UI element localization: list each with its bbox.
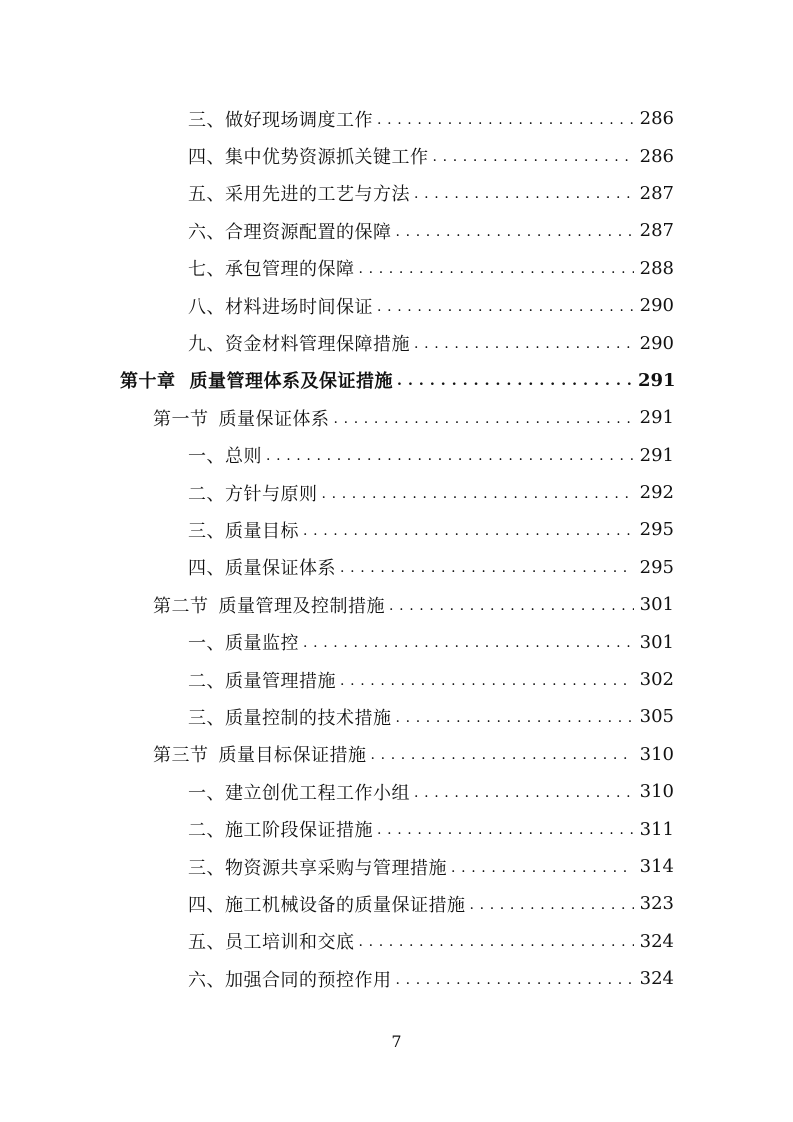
toc-entry-label: 三、做好现场调度工作: [188, 109, 373, 131]
dot-leader: [303, 634, 634, 652]
dot-leader: [470, 896, 635, 914]
toc-entry-label: 六、加强合同的预控作用: [188, 969, 392, 991]
dot-leader: [397, 372, 634, 390]
toc-entry-page: 310: [639, 743, 674, 765]
toc-entry-label: 一、质量监控: [188, 633, 299, 655]
dot-leader: [396, 971, 635, 989]
toc-entry-label: 三、物资源共享采购与管理措施: [188, 857, 447, 879]
dot-leader: [334, 410, 635, 428]
toc-section-entry[interactable]: [0, 586, 793, 623]
dot-leader: [340, 559, 634, 577]
toc-entry-label: 四、质量保证体系: [188, 558, 336, 580]
toc-entry[interactable]: [0, 100, 793, 137]
toc-entry-page: 291: [638, 369, 676, 391]
toc-entry[interactable]: [0, 623, 793, 660]
toc-entry-page: 290: [639, 332, 674, 354]
toc-entry-label: 二、方针与原则: [188, 483, 318, 505]
dot-leader: [377, 298, 634, 316]
toc-entry-page: 301: [639, 631, 674, 653]
toc-entry[interactable]: [0, 324, 793, 361]
dot-leader: [340, 672, 634, 690]
dot-leader: [433, 148, 635, 166]
toc-entry-label: 四、施工机械设备的质量保证措施: [188, 894, 466, 916]
toc-entry[interactable]: [0, 773, 793, 810]
dot-leader: [322, 485, 635, 503]
toc-entry[interactable]: [0, 549, 793, 586]
toc-entry[interactable]: [0, 885, 793, 922]
toc-section-title: 质量目标保证措施: [218, 745, 367, 767]
toc-entry-page: 287: [639, 182, 674, 204]
toc-section-title: 质量保证体系: [218, 408, 330, 430]
dot-leader: [414, 784, 634, 802]
toc-entry-page: 295: [639, 519, 674, 541]
toc-entry[interactable]: [0, 960, 793, 997]
toc-entry-page: 314: [639, 856, 674, 877]
toc-entry[interactable]: [0, 810, 793, 847]
toc-chapter-title: 质量管理体系及保证措施: [189, 371, 393, 393]
toc-entry-label: 三、质量目标: [188, 520, 299, 542]
toc-section-number: 第三节: [153, 745, 209, 767]
toc-entry-label: 三、质量控制的技术措施: [188, 707, 392, 729]
toc-entry-page: 324: [639, 930, 674, 952]
dot-leader: [377, 821, 634, 839]
toc-chapter-entry[interactable]: [0, 362, 793, 399]
toc-entry-page: 310: [639, 781, 674, 803]
toc-entry-page: 311: [639, 818, 674, 840]
dot-leader: [389, 597, 634, 615]
dot-leader: [451, 859, 634, 877]
toc-entry-label: 七、承包管理的保障: [188, 259, 355, 281]
dot-leader: [359, 933, 635, 951]
dot-leader: [266, 447, 634, 465]
dot-leader: [396, 223, 635, 241]
toc-entry[interactable]: [0, 661, 793, 698]
toc-entry-label: 五、采用先进的工艺与方法: [188, 184, 410, 206]
toc-entry[interactable]: [0, 212, 793, 249]
toc-entry-label: 八、材料进场时间保证: [188, 296, 373, 318]
toc-entry[interactable]: [0, 175, 793, 212]
toc-entry[interactable]: [0, 923, 793, 960]
toc-entry-label: 二、质量管理措施: [188, 670, 336, 692]
toc-entry[interactable]: [0, 698, 793, 735]
dot-leader: [414, 335, 634, 353]
toc-entry[interactable]: [0, 474, 793, 511]
toc-entry-page: 291: [639, 407, 674, 429]
toc-entry-page: 287: [639, 220, 674, 242]
toc-section-number: 第一节: [153, 408, 209, 430]
dot-leader: [371, 746, 635, 764]
toc-entry-label: 一、建立创优工程工作小组: [188, 782, 410, 804]
toc-entry[interactable]: [0, 287, 793, 324]
table-of-contents: [0, 100, 793, 997]
toc-entry-page: 290: [639, 295, 674, 317]
toc-entry-page: 291: [639, 444, 674, 466]
toc-section-title: 质量管理及控制措施: [218, 595, 385, 617]
page-number: 7: [391, 1032, 402, 1051]
dot-leader: [303, 522, 634, 540]
dot-leader: [396, 709, 635, 727]
dot-leader: [377, 111, 634, 129]
dot-leader: [359, 260, 635, 278]
toc-entry-page: 324: [639, 968, 674, 990]
toc-entry-page: 301: [639, 594, 674, 616]
dot-leader: [414, 185, 634, 203]
toc-entry-page: 302: [639, 669, 674, 691]
toc-entry[interactable]: [0, 511, 793, 548]
toc-entry-page: 288: [639, 257, 674, 279]
toc-entry[interactable]: [0, 250, 793, 287]
toc-entry-label: 五、员工培训和交底: [188, 932, 355, 954]
toc-section-entry[interactable]: [0, 399, 793, 436]
toc-entry[interactable]: [0, 137, 793, 174]
toc-entry-page: 286: [639, 145, 674, 167]
toc-entry-label: 九、资金材料管理保障措施: [188, 334, 410, 356]
toc-entry-page: 305: [639, 706, 674, 728]
toc-entry-page: 295: [639, 556, 674, 578]
toc-section-number: 第二节: [153, 595, 209, 617]
toc-section-entry[interactable]: [0, 736, 793, 773]
toc-entry-page: 292: [639, 482, 674, 504]
toc-entry-label: 一、总则: [188, 446, 262, 468]
toc-entry-label: 二、施工阶段保证措施: [188, 820, 373, 842]
toc-chapter-number: 第十章: [120, 371, 176, 393]
toc-entry[interactable]: [0, 848, 793, 885]
toc-entry-page: 286: [639, 108, 674, 130]
toc-entry-label: 六、合理资源配置的保障: [188, 221, 392, 243]
toc-entry[interactable]: [0, 437, 793, 474]
toc-entry-label: 四、集中优势资源抓关键工作: [188, 147, 429, 169]
toc-entry-page: 323: [639, 893, 674, 915]
